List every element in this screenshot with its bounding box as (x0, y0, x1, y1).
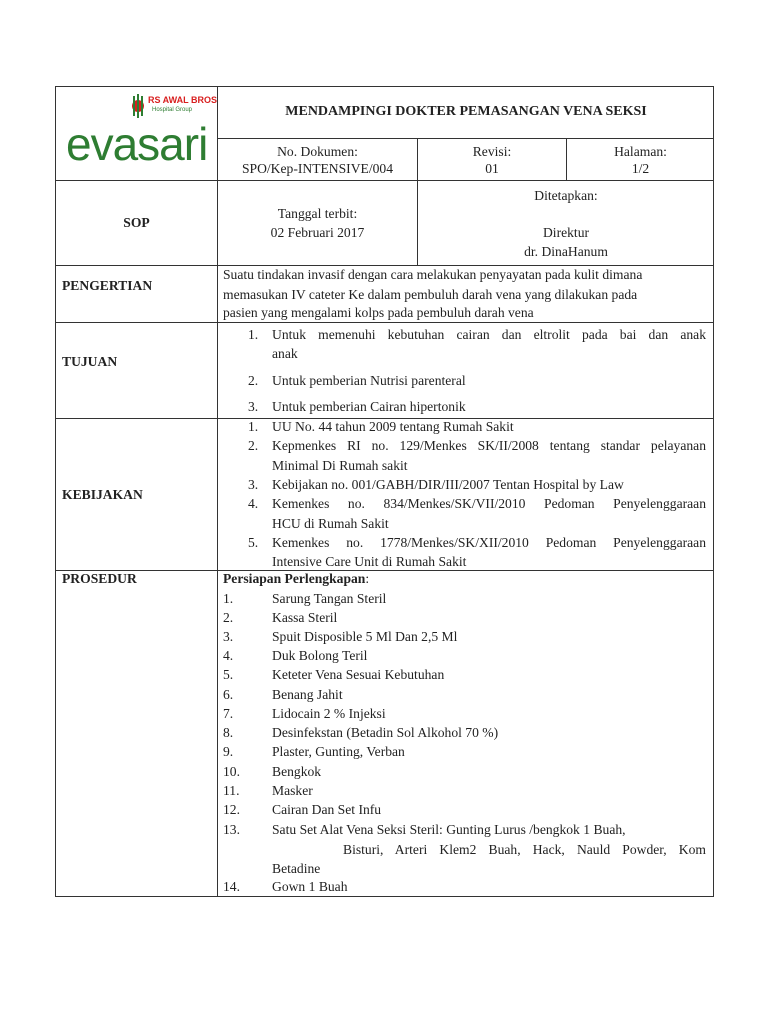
list-number: 1. (248, 419, 259, 434)
list-item: UU No. 44 tahun 2009 tentang Rumah Sakit (272, 419, 514, 434)
list-item: Sarung Tangan Steril (272, 591, 387, 606)
doc-number-value: SPO/Kep-INTENSIVE/004 (241, 161, 394, 176)
list-number: 3. (223, 629, 234, 644)
page-label: Halaman: (614, 144, 667, 159)
list-number: 7. (223, 706, 234, 721)
list-item: Kebijakan no. 001/GABH/DIR/III/2007 Tentan Hospital by Law (272, 477, 624, 492)
issued-label: Tanggal terbit: (277, 206, 358, 221)
list-item: Satu Set Alat Vena Seksi Steril: Gunting Lurus /bengkok 1 Buah, (272, 822, 626, 837)
doc-number-label: No. Dokumen: (277, 144, 358, 159)
list-number: 4. (248, 496, 259, 511)
prosedur-label: PROSEDUR (62, 571, 137, 586)
issued-value: 02 Februari 2017 (270, 225, 365, 240)
kebijakan-label: KEBIJAKAN (62, 487, 143, 502)
list-item: Benang Jahit (272, 687, 343, 702)
list-number: 11. (223, 783, 240, 798)
list-item: Bisturi, Arteri Klem2 Buah, Hack, Nauld Powder, Kom (343, 842, 706, 857)
list-item: Duk Bolong Teril (272, 648, 368, 663)
list-number: 12. (223, 802, 240, 817)
row-divider (55, 570, 714, 571)
page-title: MENDAMPINGI DOKTER PEMASANGAN VENA SEKSI (285, 104, 647, 119)
list-number: 5. (248, 535, 259, 550)
list-item: Spuit Disposible 5 Ml Dan 2,5 Ml (272, 629, 458, 644)
list-number: 5. (223, 667, 234, 682)
list-item: HCU di Rumah Sakit (272, 516, 389, 531)
list-item: Bengkok (272, 764, 322, 779)
pengertian-line: Suatu tindakan invasif dengan cara melakukan penyayatan pada kulit dimana (223, 267, 643, 282)
list-number: 14. (223, 879, 240, 894)
list-number: 1. (248, 327, 259, 342)
revision-value: 01 (485, 161, 499, 176)
list-item: Minimal Di Rumah sakit (272, 458, 408, 473)
prosedur-heading (223, 571, 369, 587)
logo (60, 90, 218, 176)
list-number: 9. (223, 744, 234, 759)
list-item: Kemenkes no. 1778/Menkes/SK/XII/2010 Pedoman Penyelenggaraan (272, 535, 706, 550)
list-item: Untuk pemberian Cairan hipertonik (272, 399, 466, 414)
list-item: Betadine (272, 861, 321, 876)
list-item: Plaster, Gunting, Verban (272, 744, 405, 759)
list-item: Desinfekstan (Betadin Sol Alkohol 70 %) (272, 725, 499, 740)
list-number: 10. (223, 764, 240, 779)
pengertian-line: pasien yang mengalami kolps pada pembuluh darah vena (223, 305, 534, 320)
list-item: Untuk memenuhi kebutuhan cairan dan eltrolit pada bai dan anak (272, 327, 706, 342)
page-value: 1/2 (631, 161, 650, 176)
list-number: 1. (223, 591, 234, 606)
list-item: anak (272, 346, 298, 361)
list-number: 2. (248, 373, 259, 388)
list-number: 3. (248, 477, 259, 492)
list-item: Keteter Vena Sesuai Kebutuhan (272, 667, 445, 682)
list-item: Kemenkes no. 834/Menkes/SK/VII/2010 Pedoman Penyelenggaraan (272, 496, 706, 511)
row-divider (55, 180, 714, 181)
row-divider (217, 138, 714, 139)
sop-label: SOP (123, 215, 150, 230)
set-role: Direktur (542, 225, 590, 240)
list-number: 6. (223, 687, 234, 702)
list-item: Masker (272, 783, 313, 798)
prosedur-heading-suffix: : (365, 571, 370, 586)
set-name: dr. DinaHanum (524, 244, 608, 259)
set-label: Ditetapkan: (534, 188, 598, 203)
list-number: 2. (223, 610, 234, 625)
tujuan-label: TUJUAN (62, 354, 118, 369)
list-item: Lidocain 2 % Injeksi (272, 706, 386, 721)
logo-wordmark: evasari (66, 118, 208, 170)
pengertian-line: memasukan IV cateter Ke dalam pembuluh darah vena yang dilakukan pada (223, 287, 638, 302)
list-number: 4. (223, 648, 234, 663)
list-number: 8. (223, 725, 234, 740)
list-number: 3. (248, 399, 259, 414)
list-item: Kepmenkes RI no. 129/Menkes SK/II/2008 tentang standar pelayanan (272, 438, 706, 453)
row-divider (55, 265, 714, 266)
logo-sub-bottom: Hospital Group (152, 107, 193, 113)
list-item: Untuk pemberian Nutrisi parenteral (272, 373, 466, 388)
revision-label: Revisi: (472, 144, 512, 159)
logo-sub-top: RS AWAL BROS (148, 95, 218, 105)
prosedur-heading-text: Persiapan Perlengkapan (223, 571, 366, 586)
list-number: 13. (223, 822, 240, 837)
pengertian-label: PENGERTIAN (62, 278, 153, 293)
list-item: Gown 1 Buah (272, 879, 348, 894)
row-divider (55, 322, 714, 323)
list-item: Intensive Care Unit di Rumah Sakit (272, 554, 467, 569)
list-number: 2. (248, 438, 259, 453)
list-item: Cairan Dan Set Infu (272, 802, 382, 817)
list-item: Kassa Steril (272, 610, 338, 625)
